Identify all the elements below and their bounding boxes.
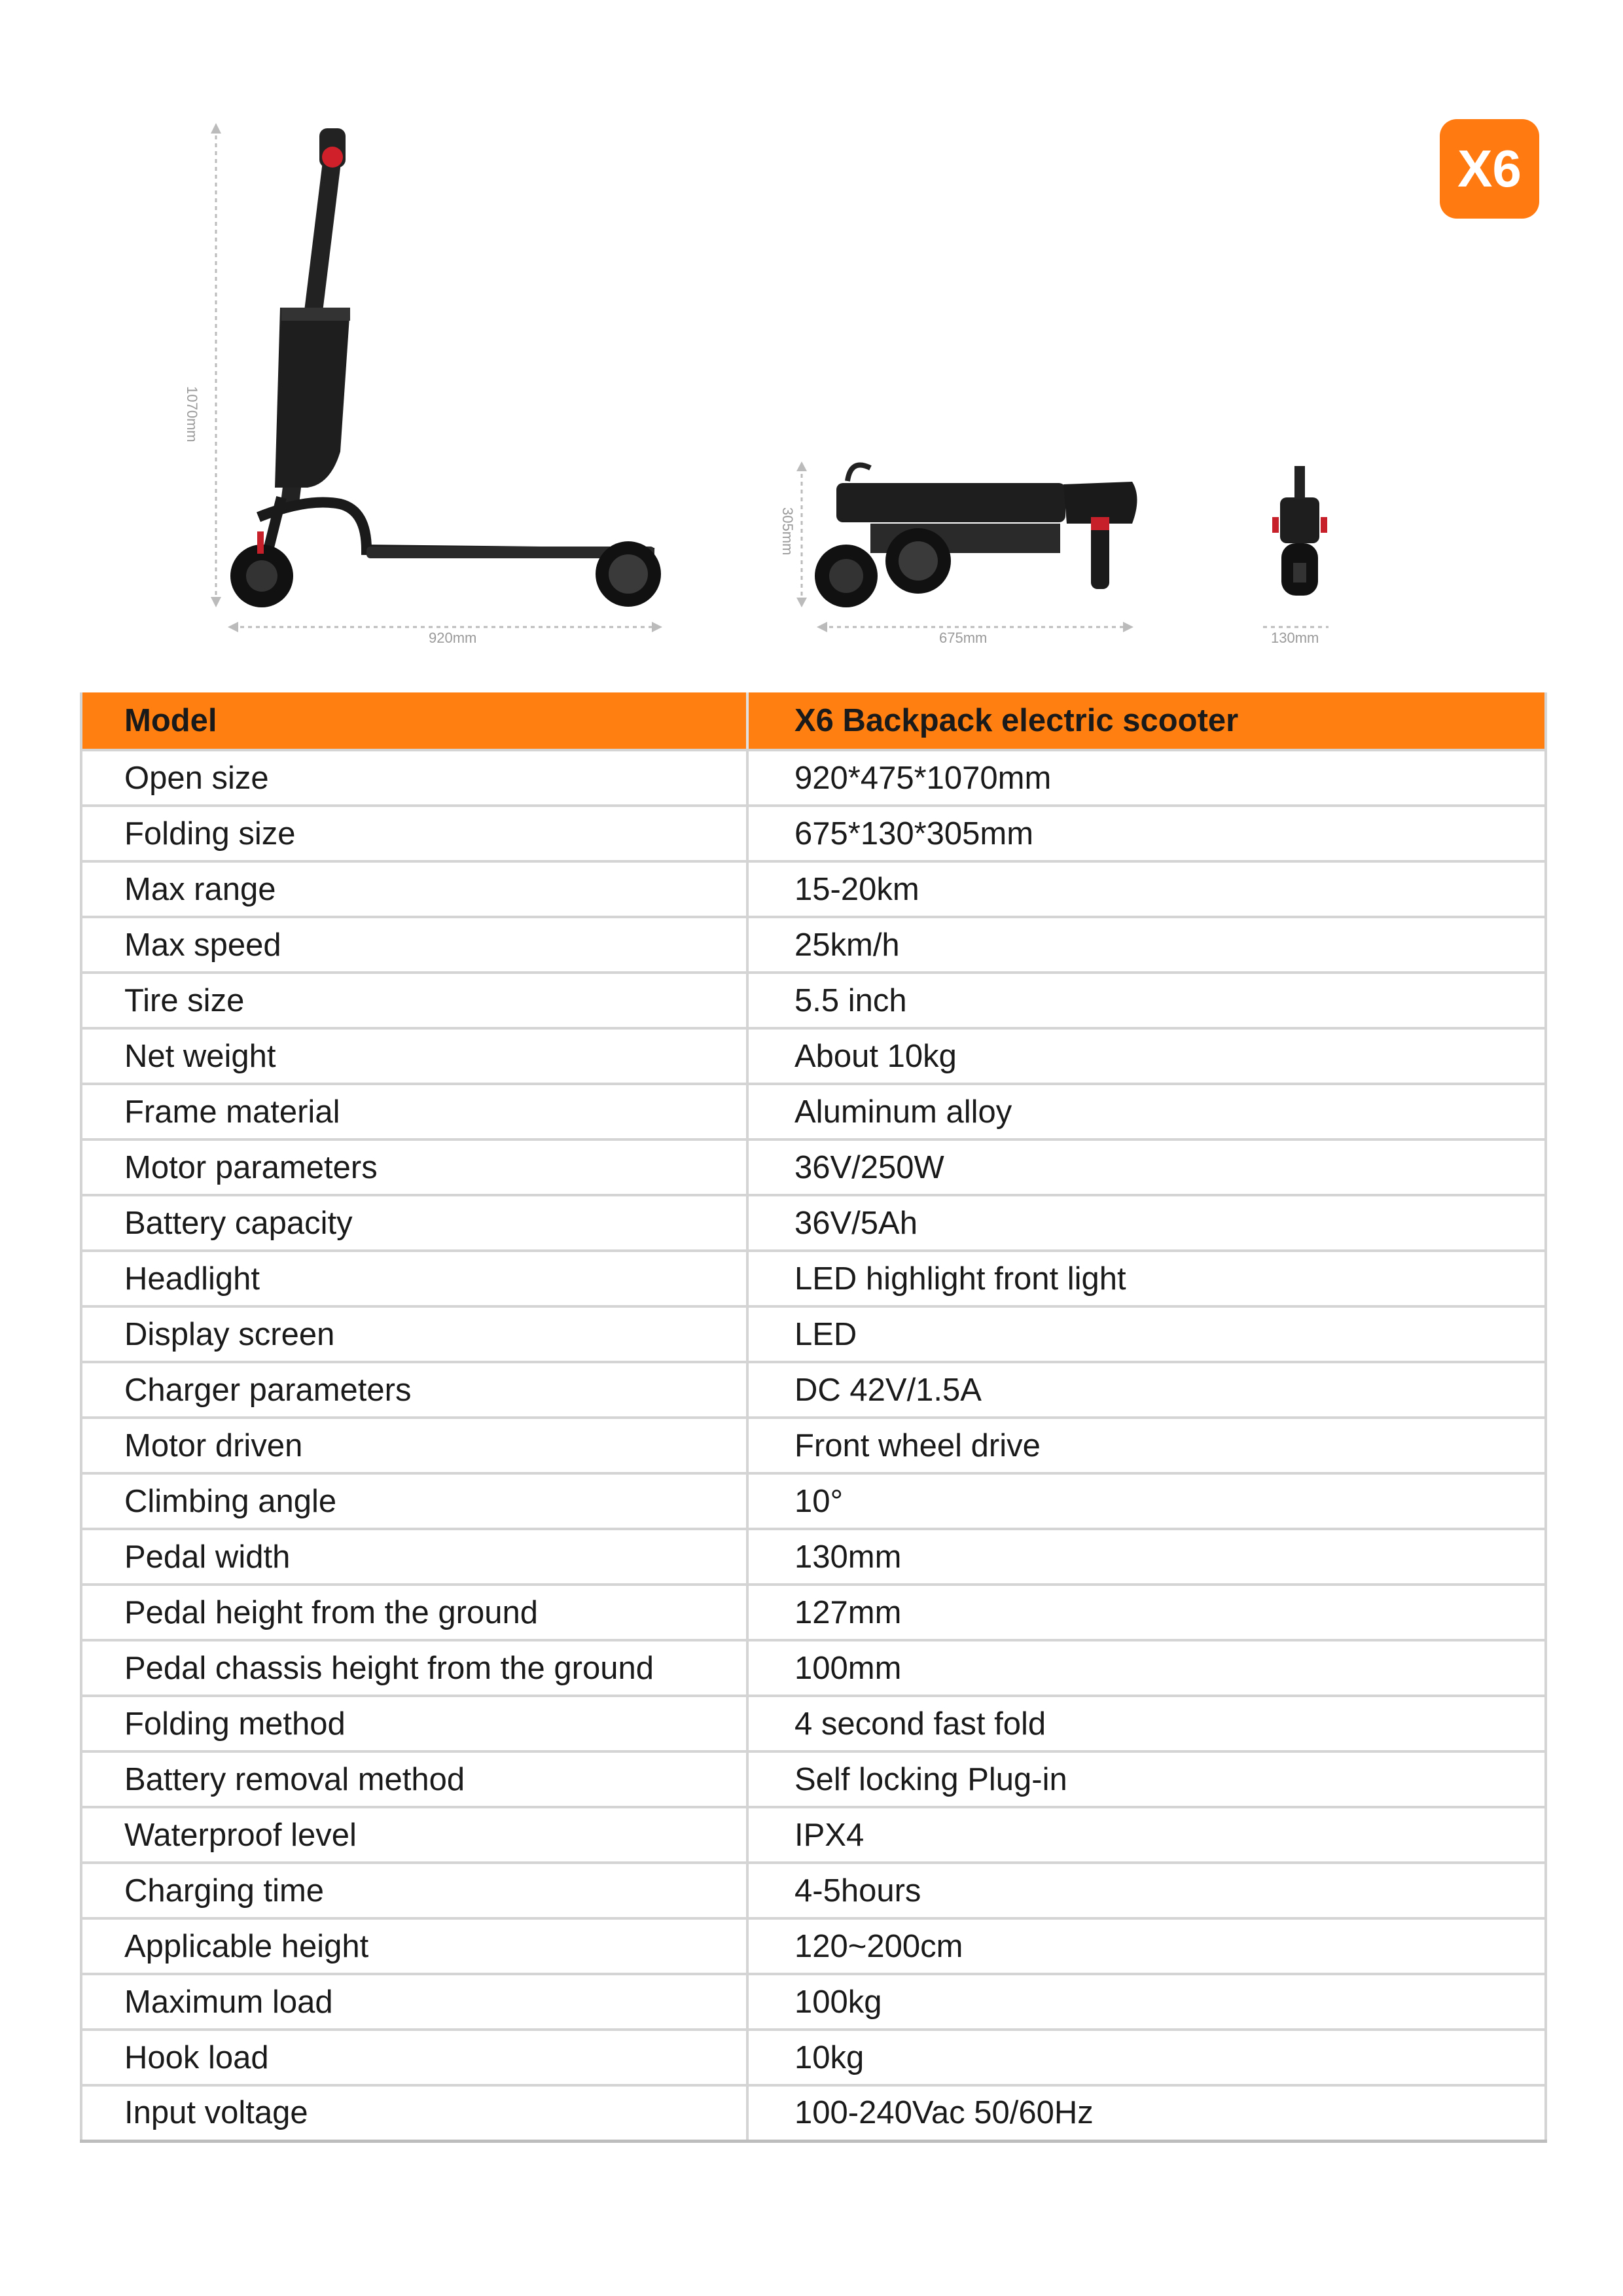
header-value-cell: X6 Backpack electric scooter <box>747 692 1546 750</box>
open-height-label: 1070mm <box>184 386 200 442</box>
product-images <box>0 0 1623 674</box>
spec-value-cell: IPX4 <box>747 1807 1546 1863</box>
table-row <box>81 1807 1546 1863</box>
open-scooter-image <box>184 123 662 646</box>
spec-key-cell: Hook load <box>81 2030 747 2085</box>
table-header-row <box>81 692 1546 750</box>
folded-height-label: 305mm <box>779 507 796 556</box>
spec-value-cell: 100mm <box>747 1640 1546 1696</box>
spec-value-cell: About 10kg <box>747 1028 1546 1084</box>
spec-value-cell: Self locking Plug-in <box>747 1751 1546 1807</box>
folded-scooter-side-image <box>779 461 1137 646</box>
spec-value-cell: 36V/5Ah <box>747 1195 1546 1251</box>
table-row <box>81 917 1546 973</box>
spec-key-cell: Applicable height <box>81 1918 747 1974</box>
table-row <box>81 2085 1546 2141</box>
spec-key-cell: Folding method <box>81 1696 747 1751</box>
table-row <box>81 1918 1546 1974</box>
spec-key-cell: Folding size <box>81 806 747 861</box>
scooter-illustrations <box>0 0 1623 674</box>
model-badge: X6 <box>1440 119 1539 219</box>
spec-value-cell: 120~200cm <box>747 1918 1546 1974</box>
spec-value-cell: 675*130*305mm <box>747 806 1546 861</box>
spec-value-cell: 127mm <box>747 1585 1546 1640</box>
table-row <box>81 1863 1546 1918</box>
spec-key-cell: Input voltage <box>81 2085 747 2141</box>
spec-key-cell: Tire size <box>81 973 747 1028</box>
table-row <box>81 1306 1546 1362</box>
spec-key-cell: Display screen <box>81 1306 747 1362</box>
spec-value-cell: 100kg <box>747 1974 1546 2030</box>
spec-value-cell: DC 42V/1.5A <box>747 1362 1546 1418</box>
folded-scooter-front-image <box>1263 466 1329 646</box>
spec-key-cell: Max range <box>81 861 747 917</box>
table-row <box>81 750 1546 806</box>
spec-value-cell: 130mm <box>747 1529 1546 1585</box>
spec-key-cell: Waterproof level <box>81 1807 747 1863</box>
spec-key-cell: Maximum load <box>81 1974 747 2030</box>
table-row <box>81 1418 1546 1473</box>
table-row <box>81 1139 1546 1195</box>
spec-key-cell: Charging time <box>81 1863 747 1918</box>
spec-table <box>80 692 1547 2143</box>
spec-value-cell: 10° <box>747 1473 1546 1529</box>
spec-key-cell: Net weight <box>81 1028 747 1084</box>
folded-length-label: 675mm <box>939 630 988 646</box>
table-row <box>81 1028 1546 1084</box>
spec-value-cell: 36V/250W <box>747 1139 1546 1195</box>
spec-key-cell: Open size <box>81 750 747 806</box>
folded-width-label: 130mm <box>1271 630 1319 646</box>
table-row <box>81 1585 1546 1640</box>
table-row <box>81 1084 1546 1139</box>
table-row <box>81 1696 1546 1751</box>
table-row <box>81 973 1546 1028</box>
spec-key-cell: Battery capacity <box>81 1195 747 1251</box>
table-row <box>81 1529 1546 1585</box>
spec-key-cell: Headlight <box>81 1251 747 1306</box>
table-row <box>81 1362 1546 1418</box>
spec-value-cell: Front wheel drive <box>747 1418 1546 1473</box>
spec-value-cell: LED highlight front light <box>747 1251 1546 1306</box>
spec-key-cell: Pedal width <box>81 1529 747 1585</box>
spec-key-cell: Climbing angle <box>81 1473 747 1529</box>
spec-key-cell: Motor driven <box>81 1418 747 1473</box>
table-row <box>81 1473 1546 1529</box>
open-length-label: 920mm <box>429 630 477 646</box>
spec-value-cell: LED <box>747 1306 1546 1362</box>
spec-value-cell: 15-20km <box>747 861 1546 917</box>
spec-key-cell: Pedal chassis height from the ground <box>81 1640 747 1696</box>
spec-key-cell: Frame material <box>81 1084 747 1139</box>
table-row <box>81 861 1546 917</box>
spec-key-cell: Battery removal method <box>81 1751 747 1807</box>
spec-value-cell: 4 second fast fold <box>747 1696 1546 1751</box>
spec-key-cell: Motor parameters <box>81 1139 747 1195</box>
table-row <box>81 1251 1546 1306</box>
spec-value-cell: 10kg <box>747 2030 1546 2085</box>
spec-value-cell: Aluminum alloy <box>747 1084 1546 1139</box>
spec-value-cell: 920*475*1070mm <box>747 750 1546 806</box>
spec-value-cell: 4-5hours <box>747 1863 1546 1918</box>
spec-key-cell: Pedal height from the ground <box>81 1585 747 1640</box>
spec-value-cell: 100-240Vac 50/60Hz <box>747 2085 1546 2141</box>
spec-value-cell: 5.5 inch <box>747 973 1546 1028</box>
spec-key-cell: Charger parameters <box>81 1362 747 1418</box>
table-row <box>81 1195 1546 1251</box>
table-row <box>81 1751 1546 1807</box>
header-key-cell: Model <box>81 692 747 750</box>
table-row <box>81 2030 1546 2085</box>
table-row <box>81 1640 1546 1696</box>
table-row <box>81 1974 1546 2030</box>
table-row <box>81 806 1546 861</box>
spec-key-cell: Max speed <box>81 917 747 973</box>
spec-value-cell: 25km/h <box>747 917 1546 973</box>
